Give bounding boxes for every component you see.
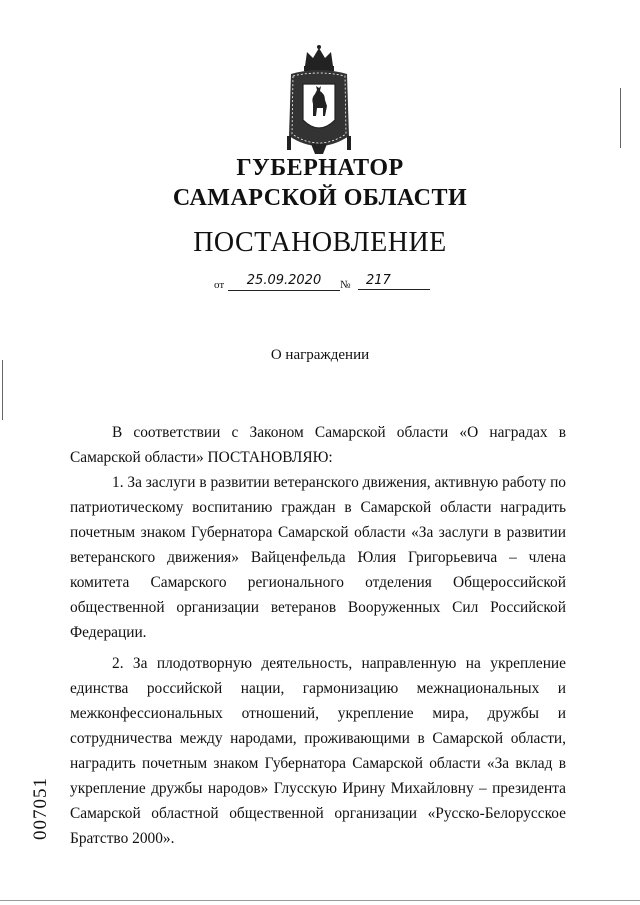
date-prefix: от: [214, 279, 225, 291]
dateline: [214, 272, 444, 294]
handwritten-number: 217: [358, 272, 430, 290]
document-subject: О награждении: [270, 347, 370, 363]
handwritten-date: 25.09.2020: [228, 272, 340, 291]
item-1-paragraph: 1. За заслуги в развитии ветеранского движения, активную работу по патриотическому воспитанию граждан в Самарской области наградить почетным знаком Губернатора Самарской области «За заслуги в развитии ветеранского движения» Вайценфельда Юлия Григорьевича – члена комитета Самарского регионального отделения Общероссийской общественной организации ветеранов Вооруженных Сил Российской Федерации.: [70, 474, 566, 641]
item-2-paragraph: 2. За плодотворную деятельность, направленную на укрепление единства российской нации, гармонизацию межнациональных и межконфессиональных отношений, укрепление мира, дружбы и сотрудничества между народами, проживающими в Самарской области, наградить почетным знаком Губернатора Самарской области «За вклад в укрепление дружбы народов» Глусскую Ирину Михайловну – президента Самарской областной общественной организации «Русско-Белорусское Братство 2000».: [70, 655, 566, 847]
coat-of-arms-icon: [283, 44, 355, 160]
intro-paragraph: В соответствии с Законом Самарской области «О наградах в Самарской области» ПОСТАНОВЛЯЮ:: [70, 424, 566, 466]
document-type: ПОСТАНОВЛЕНИЕ: [193, 227, 447, 258]
document-body: [70, 420, 566, 857]
number-label: №: [340, 279, 351, 291]
side-registration-code: 007051: [30, 777, 51, 840]
header-line1: ГУБЕРНАТОР: [236, 155, 404, 181]
header-line2: САМАРСКОЙ ОБЛАСТИ: [172, 185, 468, 211]
